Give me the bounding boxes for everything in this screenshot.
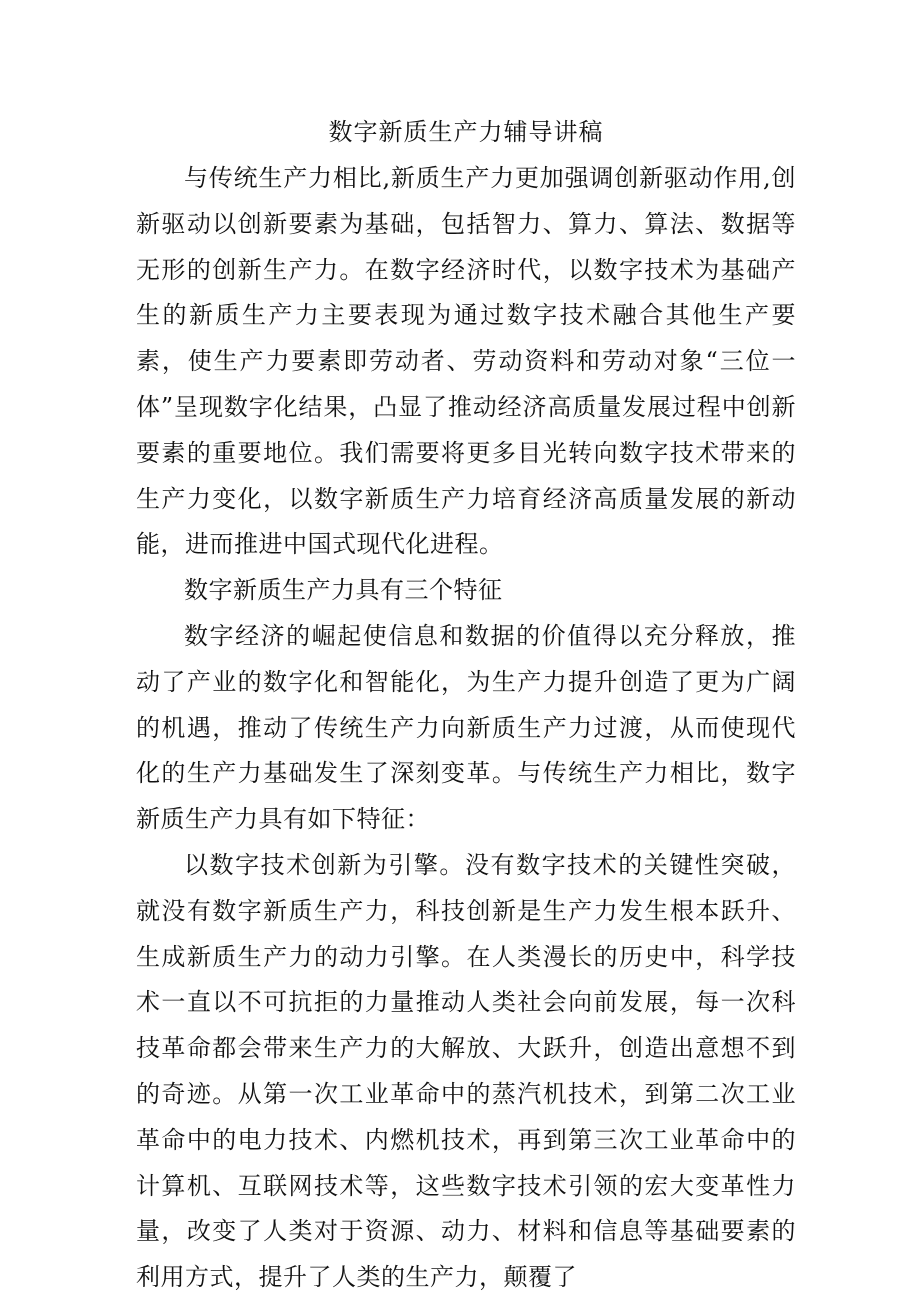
paragraph-intro: 与传统生产力相比,新质生产力更加强调创新驱动作用,创新驱动以创新要素为基础，包括智力、算力、算法、数据等无形的创新生产力。在数字经济时代，以数字技术为基础产生的新质生产力主要表现为通过数字技术融合其他生产要素，使生产力要素即劳动者、劳动资料和劳动对象“三位一体”呈现数字化结果，凸显了推动经济高质量发展过程中创新要素的重要地位。我们需要将更多目光转向数字技术带来的生产力变化，以数字新质生产力培育经济高质量发展的新动能，进而推进中国式现代化进程。 <box>136 164 796 559</box>
document-title: 数字新质生产力辅导讲稿 <box>328 118 604 146</box>
document-page <box>136 108 796 1301</box>
paragraph-digital-economy: 数字经济的崛起使信息和数据的价值得以充分释放，推动了产业的数字化和智能化，为生产力提升创造了更为广阔的机遇，推动了传统生产力向新质生产力过渡，从而使现代化的生产力基础发生了深刻变革。与传统生产力相比，数字新质生产力具有如下特征： <box>136 621 796 834</box>
paragraph-tech-innovation: 以数字技术创新为引擎。没有数字技术的关键性突破，就没有数字新质生产力，科技创新是生产力发生根本跃升、生成新质生产力的动力引擎。在人类漫长的历史中，科学技术一直以不可抗拒的力量推动人类社会向前发展，每一次科技革命都会带来生产力的大解放、大跃升，创造出意想不到的奇迹。从第一次工业革命中的蒸汽机技术，到第二次工业革命中的电力技术、内燃机技术，再到第三次工业革命中的计算机、互联网技术等，这些数字技术引领的宏大变革性力量，改变了人类对于资源、动力、材料和信息等基础要素的利用方式，提升了人类的生产力，颠覆了 <box>136 850 796 1292</box>
section-heading: 数字新质生产力具有三个特征 <box>184 576 503 605</box>
